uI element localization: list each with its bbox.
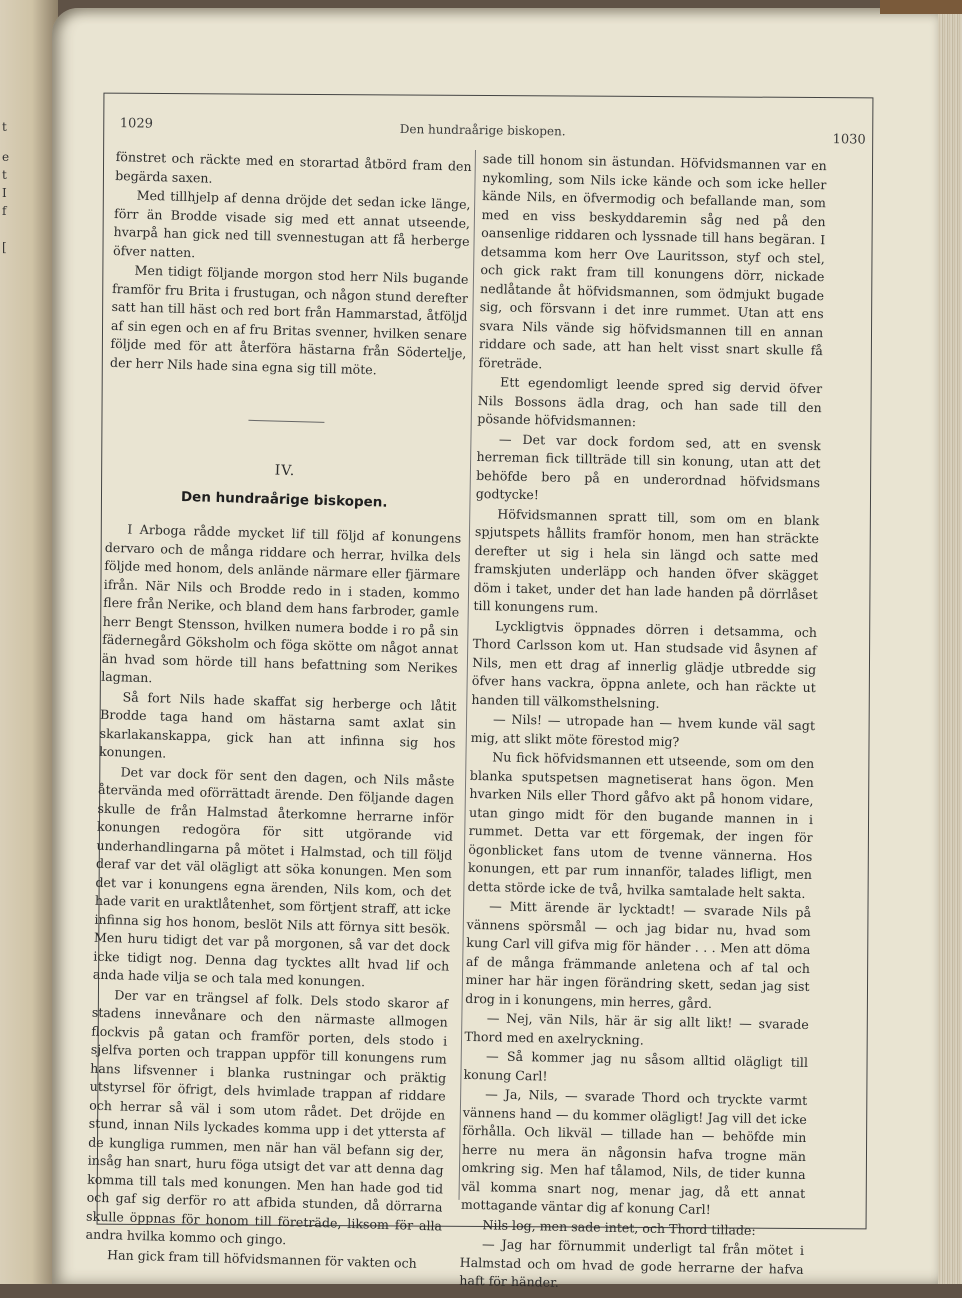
paragraph: Nu fick höfvidsmannen ett utseende, som om den blanka sputspetsen magnetiserat hans ögon. Men hvarken Nils eller Thord gåfvo akt på honom vidare, utan gingo midt för den bugande mannen in i rummet. Detta var ett förgemak, der ingen för ögonblicket fans utom de tvenne vännerna. Hos konungen, ett par rum innanför, talades lifligt, men detta störde icke de två, hvilka samtalade helt sakta.	[467, 749, 815, 901]
paragraph: — Så kommer jag nu såsom alltid olägligt till konung Carl!	[463, 1048, 809, 1084]
paragraph: — Ja, Nils, — svarade Thord och tryckte varmt vännens hand — du kommer olägligt! Jag vill det icke förhålla. Och likväl — tillade han — behöfde min herre nu mera än någonsin hafva trogne män omkring sig. Men haf tålamod, Nils, de tider kunna väl komma snart nog, menar jag, då ett annat mottagande väntar dig af konung Carl!	[460, 1086, 808, 1218]
adjacent-page-letter: f	[2, 204, 7, 218]
paragraph: Höfvidsmannen spratt till, som om en blank spjutspets hållits framför honom, men han sträckte derefter ut sig i hela sin längd och satte med framskjuten underläpp och handen öfver skägget döm i taket, under det han lade handen på dörrlåset till konungens rum.	[473, 505, 820, 616]
book-binding-gutter	[0, 0, 58, 1284]
paragraph: Han gick fram till höfvidsmannen för vakten och	[106, 1246, 418, 1271]
paragraph: Så fort Nils hade skaffat sig herberge och låtit Brodde taga hand om hästarna samt axlat sin skarlakanskappa, gick han att infinna sig hos konungen.	[98, 688, 457, 761]
right-column	[459, 150, 827, 1298]
paragraph: Ett egendomligt leende spred sig dervid öfver Nils Bossons ädla drag, och han sade till den pösande höfvidsmannen:	[477, 374, 823, 430]
adjacent-page-letter: t	[2, 168, 7, 182]
paragraph: — Mitt ärende är lycktadt! — svarade Nils på vännens spörsmål — och jag bidar nu, hvad som kung Carl vill gifva mig för händer . . . Men att döma af de många främmande anletena och af tal och miner har här ingen förändring skett, sedan jag sist drog in i konungens, min herres, gård.	[465, 898, 812, 1011]
paragraph: Med tillhjelp af denna dröjde det sedan icke länge, förr än Brodde visade sig med ett annat utseende, hvarpå han gick ned till svennestugan att få herberge öfver natten.	[112, 187, 471, 260]
chapter-number: IV.	[274, 462, 296, 480]
page-number-right: 1030	[832, 132, 866, 148]
left-column	[85, 148, 472, 1275]
paragraph: — Det var dock fordom sed, att en svensk herreman fick tillträde till sin konung, utan att det behöfde bero på en underordnad höfvidsmans godtycke!	[475, 430, 822, 503]
paragraph: sade till honom sin ästundan. Höfvidsmannen var en nykomling, som Nils icke kände och som icke heller kände Nils, en öfvermodig och befallande man, som med en viss beskyddaremin såg ned på den oansenlige riddaren och lyssnade till hans begäran. I detsamma kom herr Ove Lauritsson, styf och stel, och gick rakt fram till konungens dörr, nickade nedlåtande åt höfvidsmannen, som ödmjukt bugade sig, och försvann i det inre rummet. Utan att ens svara Nils vände sig höfvidsmannen till en annan riddare och sade, att han helt visst snart skulle få företräde.	[478, 150, 827, 371]
adjacent-page-letter: e	[2, 150, 10, 164]
paragraph: Lyckligtvis öppnades dörren i detsamma, och Thord Carlsson kom ut. Han studsade vid åsynen af Nils, men ett drag af innerlig glädje utbredde sig öfver hans vackra, öppna anlete, och han räckte ut handen till välkomsthelsning.	[471, 617, 818, 711]
paragraph: Der var en trängsel af folk. Dels stodo skaror af stadens innevånare och den närmaste allmogen flockvis på gatan och framför porten, dels stodo i sjelfva porten och trappan uppför till konungens rum hans lifsvenner i blanka rustningar och präktig utstyrsel för öfrigt, dels hvimlade trappan af riddare och herrar så väl i som utom rådet. Det dröjde en stund, innan Nils lyckades komma upp i det yttersta af de kungliga rummen, men när han väl befann sig der, insåg han snart, huru föga utsigt det var att denna dag komma till tals med konungen. Men han hade god tid och gaf sig derför ro att afbida stunden, då dörrarna skulle öppnas för honom till företräde, liksom för alla andra hvilka kommo och gingo.	[85, 986, 449, 1248]
paragraph: Men tidigt följande morgon stod herr Nils bugande framför fru Brita i frustugan, och någon stund derefter satt han till häst och red bort från Hammarstad, åtföljd af sin egen och en af fru Britas svenner, hvilken senare följde med för att återföra hästarna från Södertelje, der herr Nils hade sina egna sig till möte.	[109, 262, 469, 377]
page-stack-edge	[938, 0, 962, 1284]
cover-edge	[880, 0, 962, 14]
paragraph: — Jag har förnummit underligt tal från mötet i Halmstad och om hvad de gode herrarne der hafva haft för händer.	[459, 1236, 805, 1290]
paragraph: — Nils! — utropade han — hvem kunde väl sagt mig, att slikt möte förestod mig?	[470, 711, 816, 749]
running-title: Den hundraårige biskopen.	[399, 122, 566, 139]
section-rule	[248, 420, 324, 423]
page-number-left: 1029	[119, 116, 154, 132]
paragraph: — Nej, vän Nils, här är sig allt likt! — svarade Thord med en axelryckning.	[464, 1010, 809, 1048]
adjacent-page-letter: I	[2, 186, 7, 200]
adjacent-page-letter: [	[2, 240, 7, 254]
chapter-title: Den hundraårige biskopen.	[180, 488, 388, 511]
paragraph: fönstret och räckte med en storartad åtbörd fram den begärda saxen.	[115, 148, 472, 186]
adjacent-page-letter: t	[2, 120, 7, 134]
paragraph: I Arboga rådde mycket lif till följd af konungens dervaro och de många riddare och herrar, hvilka dels följde med honom, dels anlände närmare eller fjärmare ifrån. När Nils och Brodde redo in i staden, kommo flere från Nerike, och bland dem hans farbroder, gamle herr Bengt Stensson, hvilken numera bodde i ro på sin fädernegård Göksholm och föga skötte om något annat än hvad som hörde till hans befattning som Nerikes lagman.	[101, 521, 462, 686]
paragraph: Det var dock för sent den dagen, och Nils måste återvända med oförrättadt ärende. Den följande dagen skulle de från Halmstad återkomne herrarne inför konungen redogöra för sitt utgörande vid underhandlingarna på mötet i Halmstad, och till följd deraf var det väl olägligt att söka konungen. Men som det var i konungens egna ärenden, Nils kom, och det hade varit en uraktlåtenhet, som förtjent straff, att icke infinna sig hos honom, beslöt Nils att förnya sitt besök. Men huru tidigt det var på morgonen, så var det dock icke tidigt nog. Denna dag tycktes allt hvad lif och anda hade vilja se och tala med konungen.	[92, 763, 455, 990]
paragraph: Nils log, men sade intet, och Thord tillade:	[482, 1216, 756, 1238]
